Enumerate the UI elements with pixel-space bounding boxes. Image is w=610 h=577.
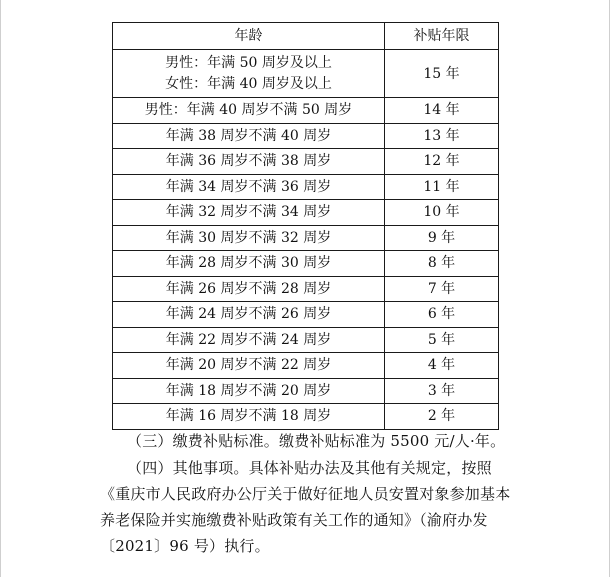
years-cell: 11 年 [385, 174, 499, 200]
years-cell: 14 年 [385, 98, 499, 124]
header-years: 补贴年限 [385, 23, 499, 50]
table-row [113, 98, 499, 124]
years-cell: 3 年 [385, 378, 499, 404]
age-cell: 年满 16 周岁不满 18 周岁 [113, 404, 385, 430]
page-edge-left [0, 0, 1, 577]
years-cell: 6 年 [385, 302, 499, 328]
age-cell: 年满 20 周岁不满 22 周岁 [113, 353, 385, 379]
paragraph-payment-standard: （三）缴费补贴标准。缴费补贴标准为 5500 元/人·年。 [127, 432, 506, 450]
subsidy-years-table [112, 22, 499, 430]
age-cell: 年满 22 周岁不满 24 周岁 [113, 327, 385, 353]
years-cell: 10 年 [385, 200, 499, 226]
age-cell: 年满 18 周岁不满 20 周岁 [113, 378, 385, 404]
age-cell [113, 50, 385, 98]
age-line-female: 女性：年满 40 周岁及以上 [165, 75, 332, 92]
years-cell: 13 年 [385, 123, 499, 149]
table-row [113, 302, 499, 328]
years-cell: 7 年 [385, 276, 499, 302]
table-row [113, 404, 499, 430]
table-row [113, 149, 499, 175]
table-row [113, 200, 499, 226]
table-header-row [113, 23, 499, 50]
years-cell: 15 年 [385, 50, 499, 98]
years-cell: 8 年 [385, 251, 499, 277]
years-cell: 5 年 [385, 327, 499, 353]
age-cell: 年满 36 周岁不满 38 周岁 [113, 149, 385, 175]
table-row [113, 378, 499, 404]
age-line-male: 男性：年满 50 周岁及以上 [165, 54, 332, 71]
table-row [113, 276, 499, 302]
table-row [113, 225, 499, 251]
age-cell: 年满 38 周岁不满 40 周岁 [113, 123, 385, 149]
table-row [113, 251, 499, 277]
years-cell: 4 年 [385, 353, 499, 379]
age-cell: 年满 24 周岁不满 26 周岁 [113, 302, 385, 328]
table-row [113, 353, 499, 379]
age-cell: 年满 32 周岁不满 34 周岁 [113, 200, 385, 226]
table-row [113, 50, 499, 98]
table-row [113, 123, 499, 149]
age-cell: 年满 34 周岁不满 36 周岁 [113, 174, 385, 200]
years-cell: 2 年 [385, 404, 499, 430]
table-row [113, 174, 499, 200]
age-cell: 男性：年满 40 周岁不满 50 周岁 [113, 98, 385, 124]
age-cell: 年满 28 周岁不满 30 周岁 [113, 251, 385, 277]
years-cell: 9 年 [385, 225, 499, 251]
paragraph-other-matters: （四）其他事项。具体补贴办法及其他有关规定，按照《重庆市人民政府办公厅关于做好征地人员安置对象参加基本养老保险并实施缴费补贴政策有关工作的通知》（渝府办发〔2021〕96 号）执行。 [100, 459, 511, 555]
table-row [113, 327, 499, 353]
age-cell: 年满 30 周岁不满 32 周岁 [113, 225, 385, 251]
years-cell: 12 年 [385, 149, 499, 175]
header-age: 年龄 [113, 23, 385, 50]
age-cell: 年满 26 周岁不满 28 周岁 [113, 276, 385, 302]
